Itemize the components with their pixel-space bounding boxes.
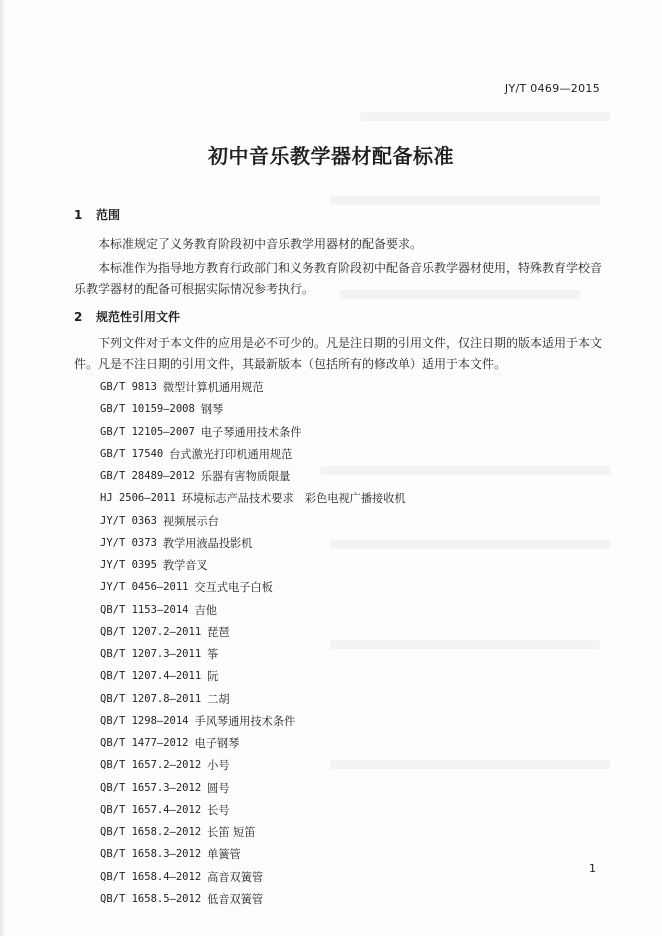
reference-title: 电子钢琴: [194, 737, 240, 751]
reference-item: [100, 732, 406, 754]
reference-item: [100, 643, 406, 665]
reference-item: [100, 688, 406, 710]
reference-item: [100, 710, 406, 732]
reference-code: QB/T 1658.3—2012: [100, 848, 202, 861]
reference-title: 交互式电子白板: [194, 581, 273, 595]
reference-item: [100, 665, 406, 687]
standard-code: JY/T 0469—2015: [504, 82, 600, 95]
show-through-mark: [360, 112, 610, 121]
reference-title: 低音双簧管: [207, 892, 264, 906]
reference-item: [100, 621, 406, 643]
reference-item: [100, 421, 406, 443]
reference-title: 教学音叉: [162, 559, 208, 573]
reference-item: [100, 799, 406, 821]
reference-code: GB/T 9813: [100, 381, 157, 394]
reference-code: QB/T 1207.2—2011: [100, 625, 202, 638]
reference-item: [100, 576, 406, 598]
reference-item: [100, 888, 406, 910]
reference-item: [100, 376, 406, 398]
reference-code: QB/T 1657.2—2012: [100, 759, 202, 772]
reference-code: JY/T 0373: [100, 536, 157, 549]
reference-code: QB/T 1657.4—2012: [100, 803, 202, 816]
section-heading-references: [74, 308, 180, 325]
reference-code: QB/T 1153—2014: [100, 603, 189, 616]
reference-title: 圆号: [207, 781, 230, 795]
reference-code: JY/T 0395: [100, 559, 157, 572]
reference-item: [100, 443, 406, 465]
reference-title: 长号: [207, 803, 230, 817]
reference-title: 电子琴通用技术条件: [200, 425, 302, 439]
reference-item: [100, 754, 406, 776]
reference-title: 二胡: [207, 692, 230, 706]
reference-code: GB/T 12105—2007: [100, 425, 195, 438]
reference-code: QB/T 1658.2—2012: [100, 826, 202, 839]
reference-code: JY/T 0363: [100, 514, 157, 527]
reference-title: 台式激光打印机通用规范: [169, 447, 293, 461]
reference-title: 微型计算机通用规范: [162, 381, 264, 395]
page-title: 初中音乐教学器材配备标准: [208, 144, 454, 168]
section-number: 1: [74, 208, 83, 222]
reference-code: QB/T 1658.5—2012: [100, 892, 202, 905]
reference-code: GB/T 28489—2012: [100, 470, 195, 483]
reference-title: 乐器有害物质限量: [200, 470, 291, 484]
reference-title: 长笛 短笛: [207, 826, 256, 840]
reference-item: [100, 599, 406, 621]
reference-item: [100, 554, 406, 576]
reference-item: [100, 487, 406, 509]
reference-item: [100, 821, 406, 843]
section-number: 2: [74, 310, 83, 324]
reference-item: [100, 532, 406, 554]
references-intro-paragraph: 下列文件对于本文件的应用是必不可少的。凡是注日期的引用文件，仅注日期的版本适用于本文件。凡是不注日期的引用文件，其最新版本（包括所有的修改单）适用于本文件。: [74, 336, 603, 371]
reference-code: QB/T 1298—2014: [100, 714, 189, 727]
reference-code: QB/T 1477—2012: [100, 737, 189, 750]
reference-code: QB/T 1207.8—2011: [100, 692, 202, 705]
scope-paragraph: 本标准作为指导地方教育行政部门和义务教育阶段初中配备音乐教学器材使用，特殊教育学校音乐教学器材的配备可根据实际情况参考执行。: [74, 261, 603, 296]
reference-code: QB/T 1657.3—2012: [100, 781, 202, 794]
reference-item: [100, 510, 406, 532]
reference-title: 阮: [207, 670, 219, 684]
reference-title: 筝: [207, 648, 219, 662]
reference-item: [100, 465, 406, 487]
reference-item: [100, 843, 406, 865]
reference-code: GB/T 17540: [100, 447, 164, 460]
reference-title: 环境标志产品技术要求 彩色电视广播接收机: [181, 492, 406, 506]
page-number: 1: [589, 862, 596, 875]
reference-title: 高音双簧管: [207, 870, 264, 884]
scope-paragraph: 本标准规定了义务教育阶段初中音乐教学用器材的配备要求。: [98, 237, 423, 251]
reference-item: [100, 777, 406, 799]
reference-title: 手风琴通用技术条件: [194, 714, 296, 728]
reference-title: 吉他: [194, 603, 217, 617]
reference-title: 琵琶: [207, 625, 230, 639]
reference-code: QB/T 1207.3—2011: [100, 648, 202, 661]
reference-item: [100, 866, 406, 888]
section-heading-scope: [74, 206, 120, 223]
reference-code: QB/T 1658.4—2012: [100, 870, 202, 883]
reference-code: QB/T 1207.4—2011: [100, 670, 202, 683]
show-through-mark: [330, 196, 600, 205]
reference-title: 小号: [207, 759, 230, 773]
section-title: 规范性引用文件: [96, 310, 181, 324]
normative-references-list: [100, 376, 406, 910]
reference-title: 钢琴: [200, 403, 224, 417]
reference-title: 教学用液晶投影机: [162, 536, 253, 550]
reference-title: 视频展示台: [162, 514, 219, 528]
section-title: 范围: [96, 208, 121, 222]
reference-code: JY/T 0456—2011: [100, 581, 189, 594]
reference-title: 单簧管: [207, 848, 241, 862]
reference-code: GB/T 10159—2008: [100, 403, 195, 416]
reference-item: [100, 398, 406, 420]
reference-code: HJ 2506—2011: [100, 492, 176, 505]
